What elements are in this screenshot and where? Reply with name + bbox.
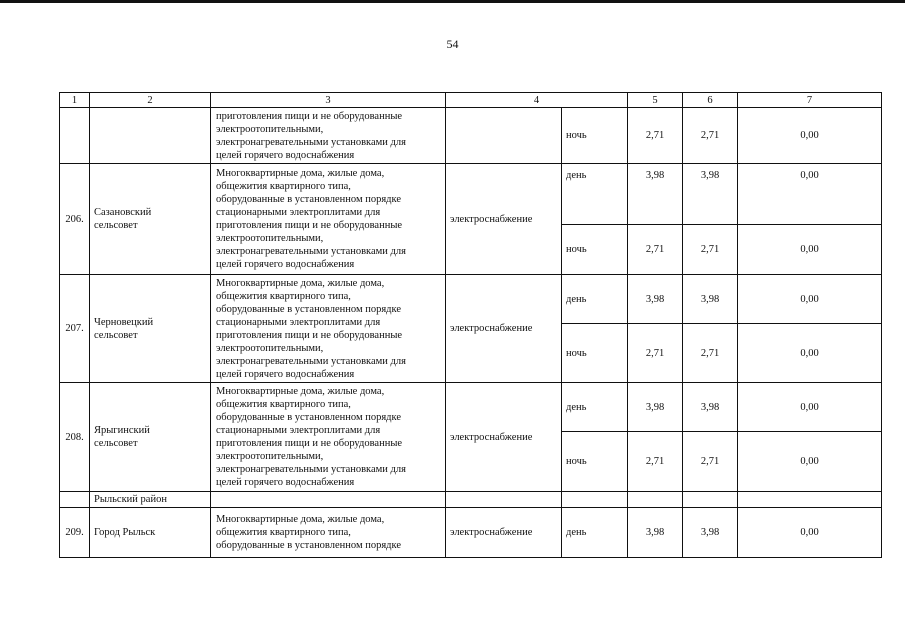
header-cell-1: 1 [60, 93, 90, 108]
description-line: оборудованные в установленном порядке [216, 540, 402, 551]
value-col7: 0,00 [738, 324, 882, 383]
consumer-description [211, 108, 446, 164]
consumer-description [211, 275, 446, 383]
index-cell [60, 108, 90, 164]
description-line: приготовления пищи и не оборудованные [216, 110, 403, 122]
value-col7: 0,00 [738, 164, 882, 225]
row-number: 206. [60, 164, 90, 275]
description-line: целей горячего водоснабжения [216, 477, 355, 488]
value-col6: 2,71 [683, 225, 738, 275]
value-col5: 3,98 [628, 508, 683, 558]
value-col6: 2,71 [683, 108, 738, 164]
consumer-description [211, 164, 446, 275]
period-night: ночь [562, 324, 628, 383]
value-col6: 2,71 [683, 324, 738, 383]
description-line: электроотопительными, [216, 233, 324, 244]
value-col7: 0,00 [738, 108, 882, 164]
settlement-name [90, 164, 211, 275]
value-col5: 2,71 [628, 432, 683, 492]
description-line: электроотопительными, [216, 342, 324, 354]
period-day: день [562, 383, 628, 432]
value-col6: 3,98 [683, 508, 738, 558]
settlement-name [90, 383, 211, 492]
header-cell-6: 6 [683, 93, 738, 108]
settlement-name-line: Ярыгинский [94, 425, 150, 436]
row-number: 208. [60, 383, 90, 492]
description-line: приготовления пищи и не оборудованные [216, 220, 403, 231]
service-cell [446, 108, 562, 164]
description-line: электроотопительными, [216, 451, 324, 462]
description-line: целей горячего водоснабжения [216, 149, 355, 161]
table-row [60, 164, 882, 225]
value-col5: 2,71 [628, 108, 683, 164]
settlement-name-line: сельсовет [94, 220, 138, 231]
period-day: день [562, 164, 628, 225]
period-day: день [562, 275, 628, 324]
period-night: ночь [562, 225, 628, 275]
description-line: приготовления пищи и не оборудованные [216, 438, 403, 449]
description-line: Многоквартирные дома, жилые дома, [216, 277, 385, 289]
header-cell-7: 7 [738, 93, 882, 108]
row-number: 209. [60, 508, 90, 558]
header-cell-2: 2 [90, 93, 211, 108]
description-line: приготовления пищи и не оборудованные [216, 329, 403, 341]
value-col7: 0,00 [738, 432, 882, 492]
value-col6: 2,71 [683, 432, 738, 492]
value-col5: 2,71 [628, 324, 683, 383]
value-col5: 3,98 [628, 275, 683, 324]
table-header-row [60, 93, 882, 108]
tariff-table [59, 92, 882, 558]
description-line: электронагревательными установками для [216, 246, 406, 257]
period-night: ночь [562, 432, 628, 492]
page-top-edge [0, 0, 905, 3]
empty-cell [738, 492, 882, 508]
description-line: оборудованные в установленном порядке [216, 303, 402, 315]
description-line: общежития квартирного типа, [216, 181, 351, 192]
service-type: электроснабжение [446, 275, 562, 383]
table-row [60, 108, 882, 164]
value-col7: 0,00 [738, 383, 882, 432]
header-cell-3: 3 [211, 93, 446, 108]
period-cell: ночь [562, 108, 628, 164]
description-line: Многоквартирные дома, жилые дома, [216, 168, 385, 179]
description-line: стационарными электроплитами для [216, 207, 381, 218]
district-row [60, 492, 882, 508]
period-day: день [562, 508, 628, 558]
empty-cell [211, 492, 446, 508]
value-col5: 3,98 [628, 383, 683, 432]
table-row [60, 275, 882, 324]
district-name: Рыльский район [90, 492, 211, 508]
description-line: электронагревательными установками для [216, 355, 406, 367]
consumer-description [211, 383, 446, 492]
description-line: общежития квартирного типа, [216, 399, 351, 410]
description-line: электронагревательными установками для [216, 464, 406, 475]
description-line: Многоквартирные дома, жилые дома, [216, 514, 385, 525]
value-col7: 0,00 [738, 275, 882, 324]
empty-cell [446, 492, 562, 508]
settlement-name: Город Рыльск [90, 508, 211, 558]
description-line: электронагревательными установками для [216, 136, 406, 148]
table-row [60, 508, 882, 558]
description-line: стационарными электроплитами для [216, 316, 381, 328]
description-line: оборудованные в установленном порядке [216, 412, 402, 423]
value-col7: 0,00 [738, 508, 882, 558]
settlement-name-line: Сазановский [94, 207, 152, 218]
value-col6: 3,98 [683, 164, 738, 225]
header-cell-5: 5 [628, 93, 683, 108]
header-cell-4: 4 [446, 93, 628, 108]
value-col6: 3,98 [683, 383, 738, 432]
service-type: электроснабжение [446, 383, 562, 492]
description-line: электроотопительными, [216, 123, 324, 135]
empty-cell [628, 492, 683, 508]
consumer-description [211, 508, 446, 558]
description-line: оборудованные в установленном порядке [216, 194, 402, 205]
service-type: электроснабжение [446, 508, 562, 558]
description-line: общежития квартирного типа, [216, 527, 351, 538]
description-line: общежития квартирного типа, [216, 290, 351, 302]
value-col6: 3,98 [683, 275, 738, 324]
table-row [60, 383, 882, 432]
page-number: 54 [446, 37, 459, 51]
settlement-name [90, 275, 211, 383]
settlement-name-line: Черновецкий [94, 316, 154, 328]
settlement-name-line: сельсовет [94, 438, 138, 449]
settlement-cell [90, 108, 211, 164]
value-col7: 0,00 [738, 225, 882, 275]
description-line: стационарными электроплитами для [216, 425, 381, 436]
index-cell [60, 492, 90, 508]
description-line: Многоквартирные дома, жилые дома, [216, 386, 385, 397]
value-col5: 2,71 [628, 225, 683, 275]
description-line: целей горячего водоснабжения [216, 259, 355, 270]
settlement-name-line: сельсовет [94, 329, 138, 341]
row-number: 207. [60, 275, 90, 383]
description-line: целей горячего водоснабжения [216, 368, 355, 380]
empty-cell [683, 492, 738, 508]
value-col5: 3,98 [628, 164, 683, 225]
service-type: электроснабжение [446, 164, 562, 275]
empty-cell [562, 492, 628, 508]
